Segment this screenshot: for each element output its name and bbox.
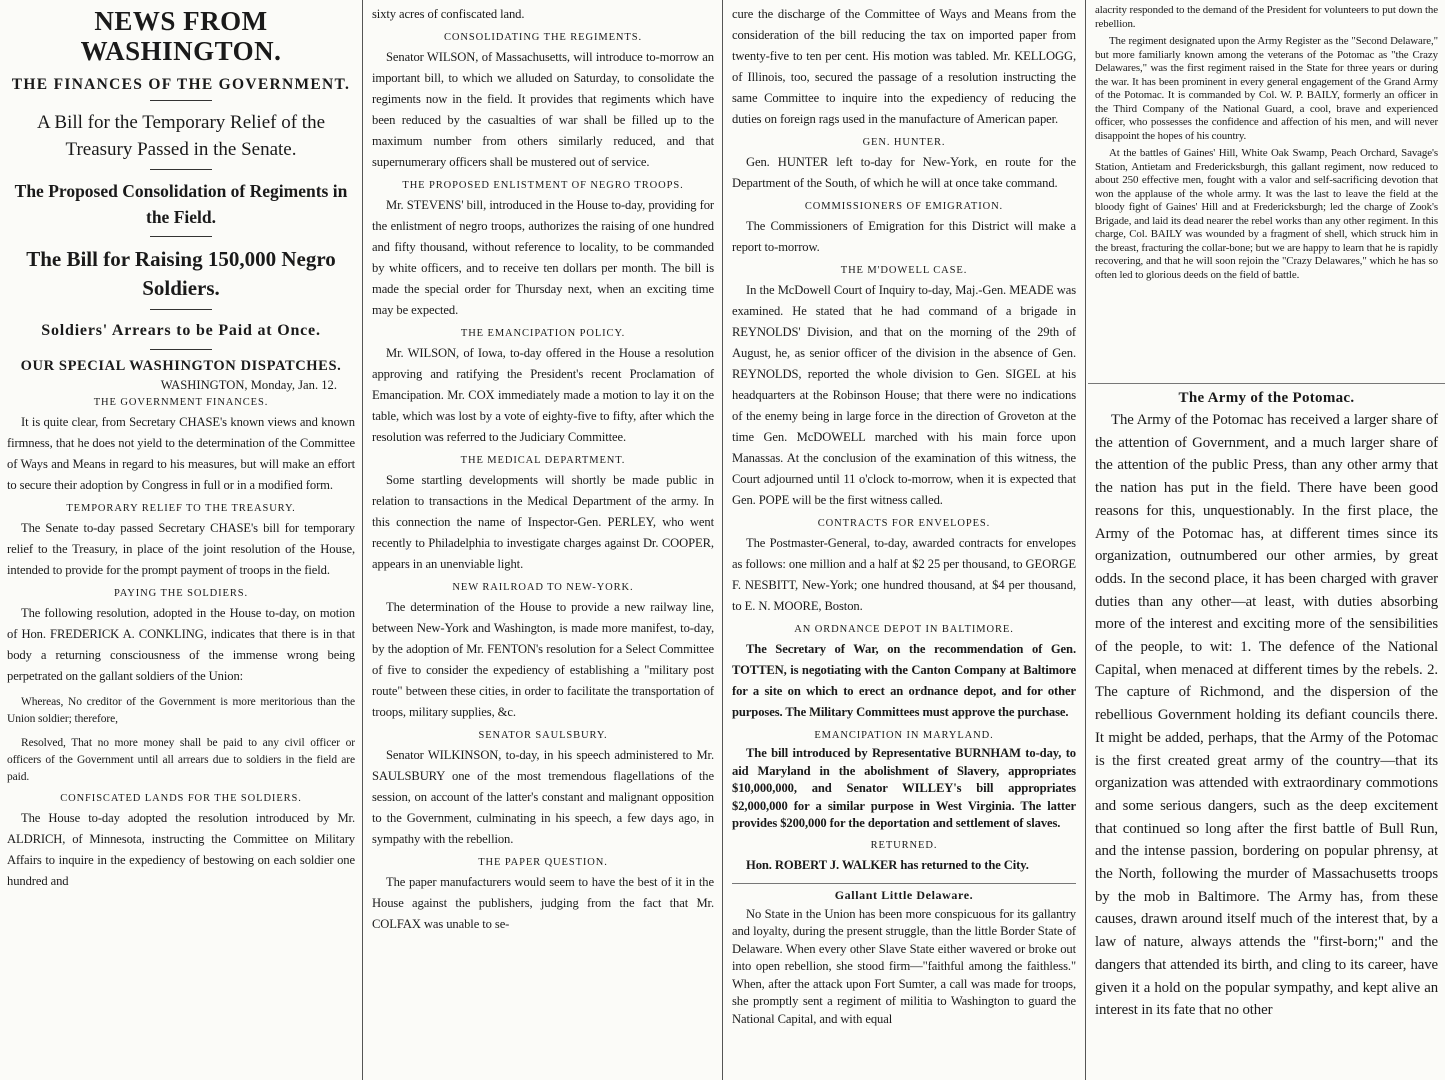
paragraph: The House to-day adopted the resolution introduced by Mr. ALDRICH, of Minnesota, instructing the Committee on Military Affairs to inquire in the expediency of bestowing on each soldier one hundred and: [7, 811, 355, 888]
divider: [150, 169, 212, 170]
subhead: PAYING THE SOLDIERS.: [113, 588, 248, 599]
deck-treasury-bill: A Bill for the Temporary Relief of the Treasury Passed in the Senate.: [37, 112, 325, 160]
subhead: CONSOLIDATING THE REGIMENTS.: [444, 32, 642, 43]
column-rule: [1085, 0, 1086, 1080]
paragraph: The Postmaster-General, to-day, awarded contracts for envelopes as follows: one million and a half at $2 25 per thousand, to GEORGE F. NESBITT, New-York; one hundred thousand, at $4 per thousand, to E. N. MOORE, Boston.: [732, 536, 1076, 613]
paragraph: Some startling developments will shortly be made public in relation to transactions in the Medical Department of the army. In this connection the name of Inspector-Gen. PERLEY, who went recently to Philadelphia to investigate charges against Dr. COOPER, appears in an unenviable light.: [372, 473, 714, 571]
subhead: TEMPORARY RELIEF TO THE TREASURY.: [66, 503, 296, 514]
subhead: THE EMANCIPATION POLICY.: [460, 328, 626, 339]
subhead: THE PAPER QUESTION.: [478, 857, 608, 868]
paragraph: Hon. ROBERT J. WALKER has returned to the City.: [746, 857, 1029, 872]
subhead: GEN. HUNTER.: [862, 137, 946, 148]
subhead: THE GOVERNMENT FINANCES.: [93, 397, 269, 408]
paragraph: The Commissioners of Emigration for this District will make a report to-morrow.: [732, 219, 1076, 254]
paragraph: The Secretary of War, on the recommendation of Gen. TOTTEN, is negotiating with the Canton Company at Baltimore for a site on which to erect an ordnance depot, and for other purposes. The Military Committees must approve the purchase.: [732, 642, 1076, 719]
paragraph: It is quite clear, from Secretary CHASE's known views and known firmness, that he does not yield to the determination of the Committee of Ways and Means in regard to his measures, but will make an effort to secure their adoption by Congress in full or in a modified form.: [7, 415, 355, 492]
paragraph: The bill introduced by Representative BURNHAM to-day, to aid Maryland in the abolishment of Slavery, appropriates $10,000,000, and Senator WILLEY's bill appropriates $2,000,000 for a similar purpose in West Virginia. The latter provides $200,000 for the deportation and settlement of slaves.: [732, 746, 1076, 830]
paragraph: No State in the Union has been more conspicuous for its gallantry and loyalty, during the present struggle, than the little Border State of Delaware. When every other Slave State either wavered or broke out into open rebellion, she stood firm—"faithful among the faithless." When, after the attack upon Fort Sumter, a call was made for troops, she promptly sent a regiment of militia to Washington to guard the National Capital, and with equal: [732, 906, 1076, 1026]
divider: [150, 100, 212, 101]
divider: [150, 309, 212, 310]
paragraph: Mr. WILSON, of Iowa, to-day offered in the House a resolution approving and ratifying the President's recent Proclamation of Emancipation. Mr. COX immediately made a motion to lay it on the table, which was lost by a vote of eighty-five to fifty, after which the resolution was referred to the Judiciary Committee.: [372, 346, 714, 444]
subhead: COMMISSIONERS OF EMIGRATION.: [804, 201, 1004, 212]
column-4-top: [1088, 0, 1445, 383]
column-3: [725, 0, 1083, 1080]
paragraph: The Senate to-day passed Secretary CHASE's bill for temporary relief to the Treasury, in place of the joint resolution of the House, intended to provide for the prompt payment of troops in the field.: [7, 521, 355, 577]
deck-finances: THE FINANCES OF THE GOVERNMENT.: [11, 76, 351, 93]
subhead: RETURNED.: [870, 839, 938, 851]
article-headline: The Army of the Potomac.: [1178, 390, 1355, 406]
deck-arrears: Soldiers' Arrears to be Paid at Once.: [41, 322, 321, 339]
paragraph: The Army of the Potomac has received a larger share of the attention of Government, and a much larger share of the attention of the public Press, than any other army that the nation has put in the field. There have been good reasons for this, unquestionably. In the first place, the Army of the Potomac has, at different times since its organization, outnumbered our other armies, by great odds. In the second place, it has been charged with graver duties than any other—at least, with duties absorbing more of the interest and exciting more of the sensibilities of the people, to wit: 1. The defence of the National Capital, when menaced at different times by the rebels. 2. The capture of Richmond, and the dispersion of the rebellious Government holding its defiant councils there. It might be added, perhaps, that the Army of the Potomac is the first created great army of the country—that its organization was attended with extraordinary commotions and some serious dangers, such as the deep excitement that continued so long after the first battle of Bull Run, and the intense passion, bordering on popular phrensy, at the North, following the murder of Massachusetts troops by the mob in Baltimore. The Army has, from these causes, drawn around itself much of the interest that, by a law of nature, always attends the "first-born;" and the dangers that attended its birth, and cling to its career, have given it a hold on the popular sympathy, and kept alive an interest in its fate that no other: [1095, 412, 1438, 1019]
paragraph: sixty acres of confiscated land.: [372, 7, 525, 21]
paragraph: The following resolution, adopted in the House to-day, on motion of Hon. FREDERICK A. CONKLING, indicates that there is in that body a returning consciousness of the immense wrong being perpetrated on the gallant soldiers of the Union:: [7, 606, 355, 683]
column-2: [365, 0, 721, 1080]
paragraph: At the battles of Gaines' Hill, White Oak Swamp, Peach Orchard, Savage's Station, Antietam and Fredericksburgh, this gallant regiment, now reduced to about 250 effective men, fought with a valor and self-sacrificing devotion that won the applause of the whole army. It was the last to leave the field at the bloody fight of Gaines' Hill and at Fredericksburgh; led the charge of Zook's Brigade, and laid its dead nearer the rebel works than any other regiment. In this charge, Col. BAILY was wounded by a fragment of shell, which struck him in the breast, fracturing the collar-bone; but we are happy to learn that he is rapidly recovering, and that he will soon rejoin the "Crazy Delawares," which he has so often led to glorious deeds on the field of battle.: [1095, 147, 1438, 281]
subhead: THE MEDICAL DEPARTMENT.: [460, 455, 626, 466]
divider: [150, 236, 212, 237]
divider: [150, 349, 212, 350]
paragraph: In the McDowell Court of Inquiry to-day, Maj.-Gen. MEADE was examined. He stated that he had command of a brigade in REYNOLDS' Division, and that on the morning of the 29th of August, he, as senior officer of the division in the absence of Gen. REYNOLDS, reported the whole division to Gen. SIGEL at his headquarters at the Robinson House; that there were no indications of the enemy being in large force in the direction of Groveton at the time Gen. McDOWELL marched with his main force upon Manassas. At the conclusion of the examination of this witness, the Court adjourned until 11 o'clock to-morrow, when it is expected that Gen. POPE will be the first witness called.: [732, 283, 1076, 507]
paragraph: The regiment designated upon the Army Register as the "Second Delaware," but more familiarly known among the veterans of the Potomac as "the Crazy Delawares," was the first regiment raised in the State for three years or during the war. It has been prominent in every general engagement of the Grand Army of the Potomac. It is commanded by Col. W. P. BAILY, formerly an officer in the Third Company of the National Guard, a cool, brave and experienced officer, who possesses the confidence and affection of his men, and will never disappoint the hopes of his country.: [1095, 35, 1438, 142]
dateline: WASHINGTON, Monday, Jan. 12.: [160, 378, 337, 392]
subhead: THE PROPOSED ENLISTMENT OF NEGRO TROOPS.: [402, 180, 684, 191]
masthead: NEWS FROM WASHINGTON.: [80, 6, 282, 66]
subhead: CONFISCATED LANDS FOR THE SOLDIERS.: [60, 793, 302, 804]
paragraph: The paper manufacturers would seem to have the best of it in the House against the publishers, judging from the fact that Mr. COLFAX was unable to se-: [372, 875, 714, 931]
deck-negro-soldiers: The Bill for Raising 150,000 Negro Soldiers.: [26, 247, 336, 300]
paragraph: Mr. STEVENS' bill, introduced in the House to-day, providing for the enlistment of negro troops, authorizes the raising of one hundred and fifty thousand, without reference to locality, to be commanded by white officers, and to receive ten dollars per month. The bill is made the special order for Thursday next, when an exciting time may be expected.: [372, 198, 714, 317]
deck-consolidation: The Proposed Consolidation of Regiments in the Field.: [14, 181, 348, 227]
special-dispatches-title: OUR SPECIAL WASHINGTON DISPATCHES.: [20, 358, 342, 374]
paragraph: Gen. HUNTER left to-day for New-York, en route for the Department of the South, of which he will at once take command.: [732, 155, 1076, 190]
paragraph: Senator WILKINSON, to-day, in his speech administered to Mr. SAULSBURY one of the most tremendous flagellations of the session, on account of the latter's constant and malignant opposition to the Government, culminating in his speech, a few days ago, in sympathy with the rebellion.: [372, 748, 714, 846]
paragraph: Resolved, That no more money shall be paid to any civil officer or officers of the Government until all arrears due to soldiers in the field are paid.: [7, 737, 355, 783]
subhead: NEW RAILROAD TO NEW-YORK.: [452, 582, 634, 593]
paragraph: Whereas, No creditor of the Government is more meritorious than the Union soldier; therefore,: [7, 696, 355, 725]
paragraph: Senator WILSON, of Massachusetts, will introduce to-morrow an important bill, to which we alluded on Saturday, to consolidate the regiments now in the field. It provides that regiments which have been reduced by the casualties of war shall be filled up to the maximum number from others similarly reduced, and that supernumerary officers shall be mustered out of service.: [372, 50, 714, 169]
subhead: CONTRACTS FOR ENVELOPES.: [817, 518, 991, 529]
subhead: EMANCIPATION IN MARYLAND.: [814, 730, 994, 741]
subhead: SENATOR SAULSBURY.: [478, 730, 608, 741]
subhead: AN ORDNANCE DEPOT IN BALTIMORE.: [794, 624, 1014, 635]
column-4-bottom: [1088, 383, 1445, 1080]
divider: [732, 883, 1076, 884]
paragraph: The determination of the House to provide a new railway line, between New-York and Washington, is made more manifest, to-day, by the adoption of Mr. FENTON's resolution for a Select Committee of five to consider the expediency of establishing a "military post route" between these cities, in order to facilitate the transportation of troops, military supplies, &c.: [372, 600, 714, 719]
column-rule: [362, 0, 363, 1080]
article-headline: Gallant Little Delaware.: [834, 887, 974, 902]
column-1: [0, 0, 362, 1080]
column-rule: [722, 0, 723, 1080]
paragraph: alacrity responded to the demand of the President for volunteers to put down the rebellion.: [1095, 4, 1438, 30]
subhead: THE M'DOWELL CASE.: [840, 265, 968, 276]
paragraph: cure the discharge of the Committee of Ways and Means from the consideration of the bill reducing the tax on imported paper from twenty-five to ten per cent. His motion was tabled. Mr. KELLOGG, of Illinois, too, secured the passage of a resolution instructing the same Committee to inquire into the expediency of reducing the duties on foreign rags used in the manufacture of American paper.: [732, 7, 1076, 126]
